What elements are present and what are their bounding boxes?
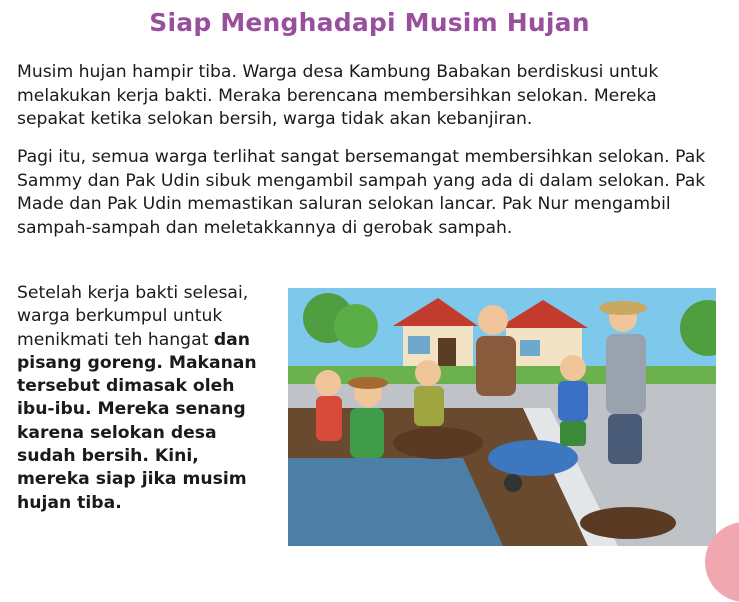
page-title: Siap Menghadapi Musim Hujan [149,8,590,37]
community-cleanup-illustration [288,288,716,546]
paragraph-3 [17,282,267,515]
paragraph-1: Musim hujan hampir tiba. Warga desa Kambung Babakan berdiskusi untuk melakukan kerja bakti. Meraka berencana membersihkan selokan. Mereka sepakat ketika selokan bersih, warga tidak akan kebanjiran. [17,62,659,129]
paragraph-3-part2: dan pisang goreng. Makanan tersebut dimasak oleh ibu-ibu. Mereka senang karena selokan desa sudah bersih. Kini, mereka siap jika musim hujan tiba. [17,329,257,513]
paragraph-3-part1: Setelah kerja bakti selesai, warga berkumpul untuk menikmati teh hangat [17,283,249,350]
paragraph-2: Pagi itu, semua warga terlihat sangat bersemangat membersihkan selokan. Pak Sammy dan Pak Udin sibuk mengambil sampah yang ada di dalam selokan. Pak Made dan Pak Udin memastikan saluran selokan lancar. Pak Nur mengambil sampah-sampah dan meletakkannya di gerobak sampah. [17,147,706,238]
